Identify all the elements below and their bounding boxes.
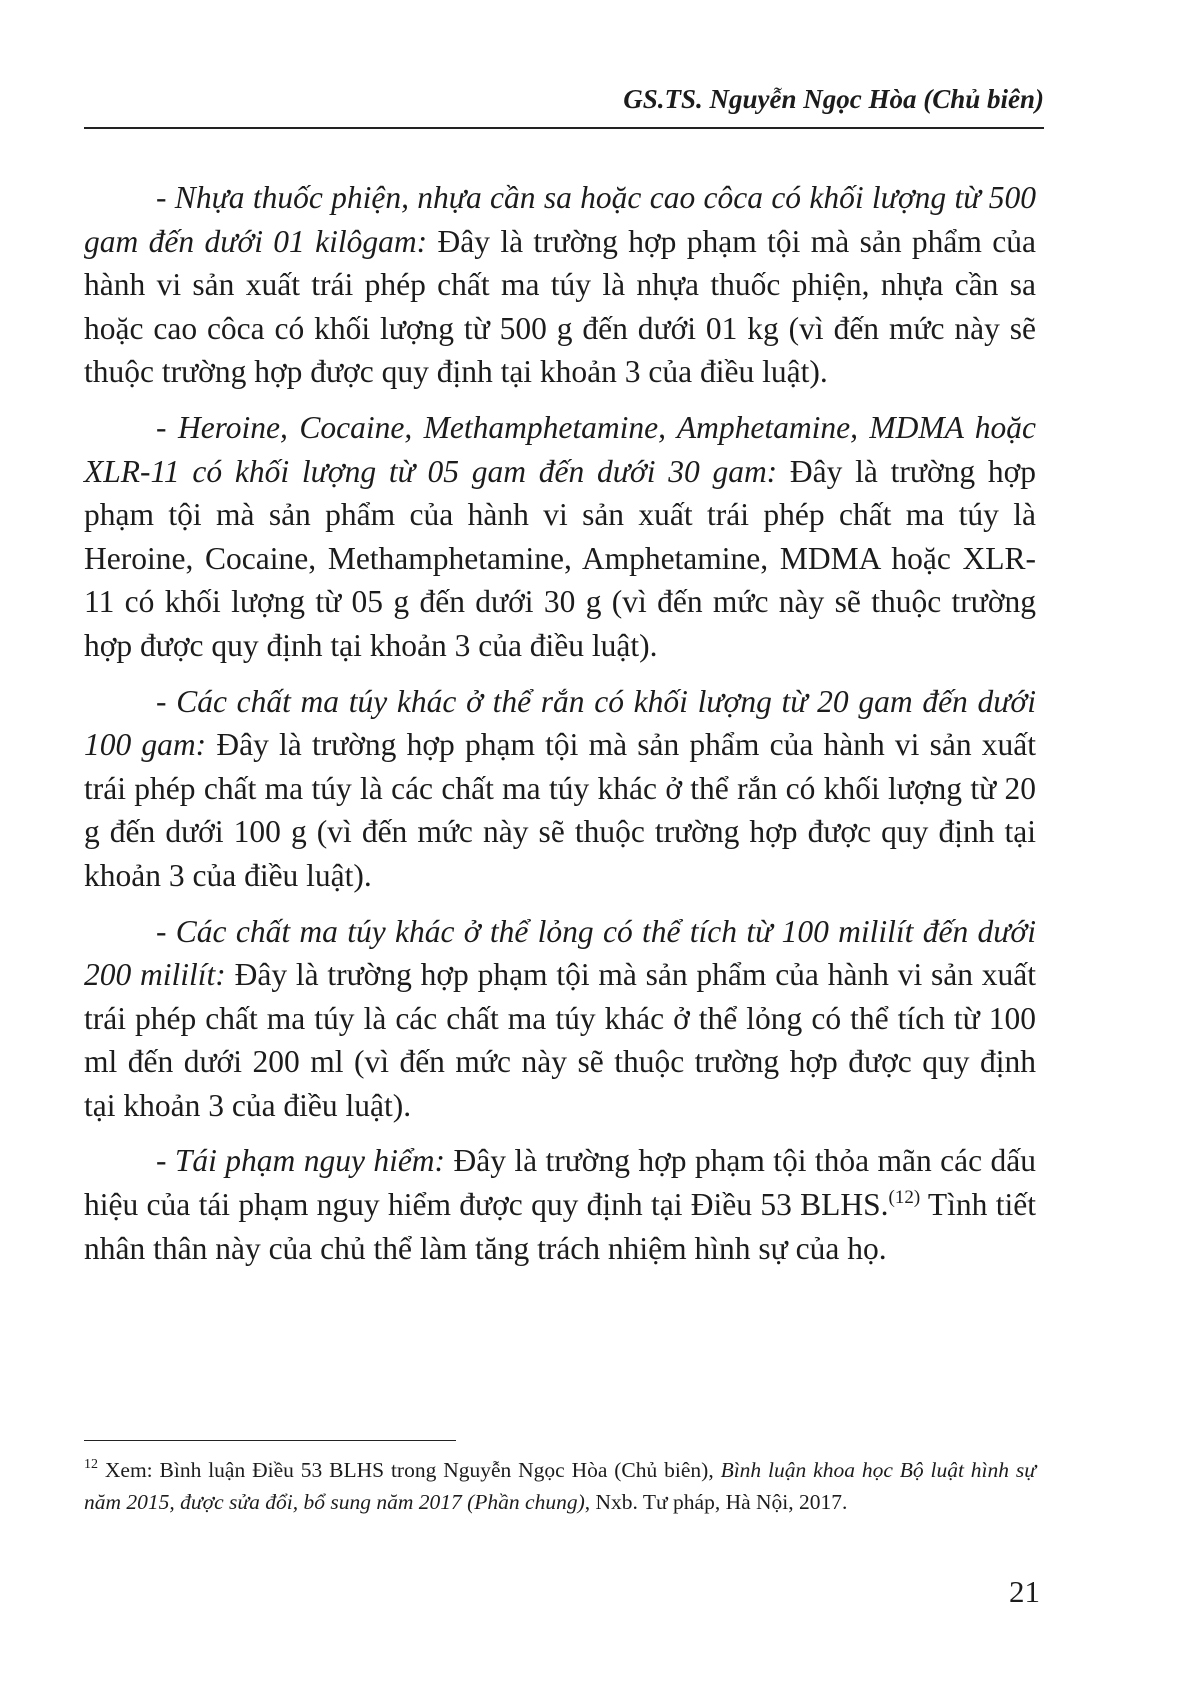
- running-header: GS.TS. Nguyễn Ngọc Hòa (Chủ biên): [623, 84, 1044, 114]
- paragraph-5: [84, 1139, 1036, 1270]
- paragraph-text: Đây là trường hợp phạm tội thỏa mãn các dấu hiệu của tái phạm nguy hiểm được quy định tại Điều 53 BLHS.: [84, 1143, 1037, 1223]
- paragraph-text: Tình tiết nhân thân này của chủ thể làm tăng trách nhiệm hình sự của họ.: [84, 1187, 1036, 1266]
- paragraph-lead: - Nhựa thuốc phiện, nhựa cần sa hoặc cao côca có khối lượng từ 500 gam đến dưới 01 kilôgam:: [84, 180, 1036, 259]
- paragraph-text: Đây là trường hợp phạm tội mà sản phẩm của hành vi sản xuất trái phép chất ma túy là nhựa thuốc phiện, nhựa cần sa hoặc cao côca có khối lượng từ 500 g đến dưới 01 kg (vì đến mức này sẽ thuộc trường hợp được quy định tại khoản 3 của điều luật).: [84, 223, 1036, 390]
- footnote-book-title: Bình luận khoa học Bộ luật hình sự năm 2015, được sửa đổi, bổ sung năm 2017 (Phần chung): [84, 1458, 1036, 1514]
- paragraph-3: [84, 680, 1036, 898]
- paragraph-lead: - Heroine, Cocaine, Methamphetamine, Amphetamine, MDMA hoặc XLR-11 có khối lượng từ 05 gam đến dưới 30 gam:: [84, 409, 1036, 489]
- footnote-reference: (12): [888, 1187, 921, 1209]
- paragraph-lead: - Các chất ma túy khác ở thể lỏng có thể tích từ 100 mililít đến dưới 200 mililít:: [84, 913, 1036, 993]
- paragraph-4: [84, 910, 1036, 1128]
- footnote-text: , Nxb. Tư pháp, Hà Nội, 2017.: [584, 1490, 848, 1514]
- footnote-rule: [84, 1440, 456, 1441]
- paragraph-2: [84, 406, 1036, 668]
- paragraph-1: [84, 176, 1036, 394]
- footnote-number: 12: [84, 1457, 98, 1472]
- paragraph-text: Đây là trường hợp phạm tội mà sản phẩm của hành vi sản xuất trái phép chất ma túy là các chất ma túy khác ở thể lỏng có thể tích từ 100 ml đến dưới 200 ml (vì đến mức này sẽ thuộc trường hợp được quy định tại khoản 3 của điều luật).: [84, 957, 1037, 1123]
- paragraph-lead: - Các chất ma túy khác ở thể rắn có khối lượng từ 20 gam đến dưới 100 gam:: [84, 683, 1036, 763]
- footnote: [84, 1454, 1036, 1518]
- paragraph-lead: - Tái phạm nguy hiểm:: [156, 1143, 446, 1179]
- paragraph-text: Đây là trường hợp phạm tội mà sản phẩm của hành vi sản xuất trái phép chất ma túy là Heroine, Cocaine, Methamphetamine, Amphetamine, MDMA hoặc XLR-11 có khối lượng từ 05 g đến dưới 30 g (vì đến mức này sẽ thuộc trường hợp được quy định tại khoản 3 của điều luật).: [84, 453, 1036, 663]
- header-rule: [84, 127, 1044, 129]
- page-number: 21: [1009, 1574, 1040, 1609]
- paragraph-text: Đây là trường hợp phạm tội mà sản phẩm của hành vi sản xuất trái phép chất ma túy là các chất ma túy khác ở thể rắn có khối lượng từ 20 g đến dưới 100 g (vì đến mức này sẽ thuộc trường hợp được quy định tại khoản 3 của điều luật).: [84, 727, 1036, 893]
- body-text: [84, 176, 1036, 1282]
- footnote-text: Xem: Bình luận Điều 53 BLHS trong Nguyễn Ngọc Hòa (Chủ biên),: [98, 1458, 721, 1482]
